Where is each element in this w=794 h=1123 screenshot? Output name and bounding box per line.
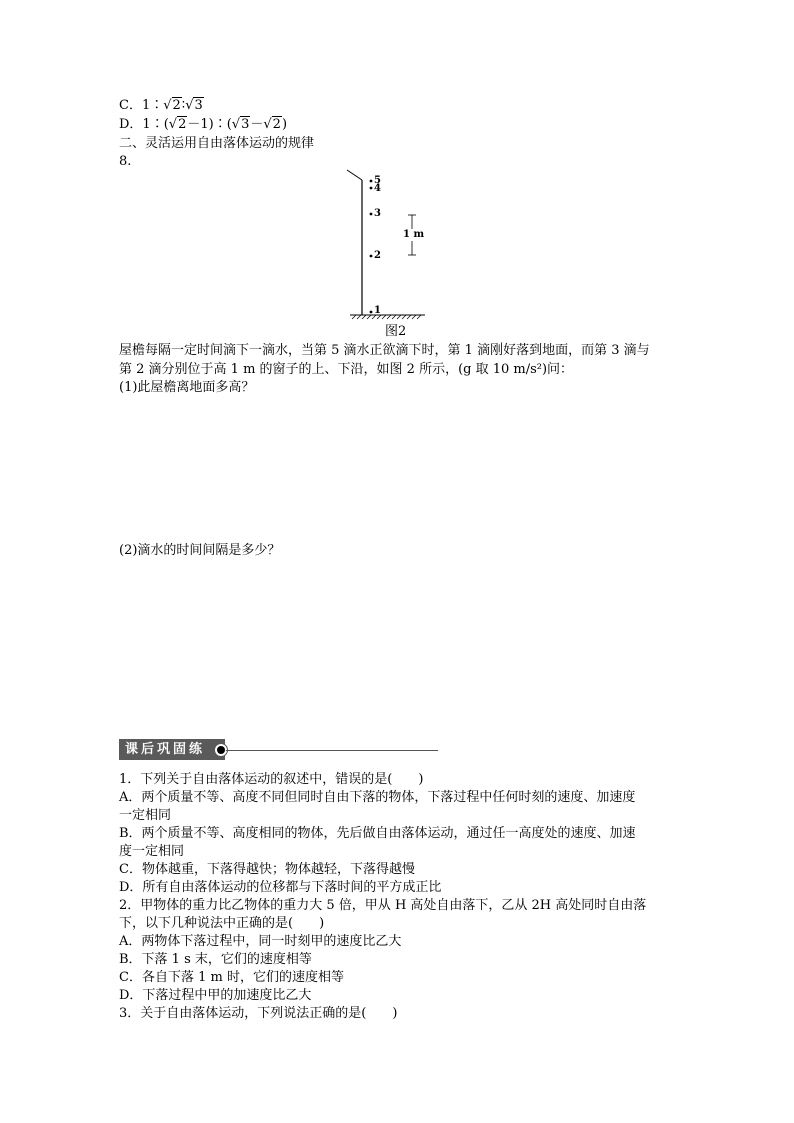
exercise-line: D．下落过程中甲的加速度比乙大 — [119, 988, 312, 1003]
drop-4 — [370, 187, 373, 190]
exercise-line: D．所有自由落体运动的位移都与下落时间的平方成正比 — [119, 880, 442, 895]
exercise-line: A．两个质量不等、高度不同但同时自由下落的物体，下落过程中任何时刻的速度、加速度 — [119, 790, 636, 805]
eave-line — [347, 170, 362, 180]
option-c: C．1∶√2∶√3 — [119, 98, 203, 113]
q8-text-line-1: 屋檐每隔一定时间滴下一滴水，当第 5 滴水正欲滴下时，第 1 滴刚好落到地面，而第 3 滴与 — [119, 343, 650, 358]
exercise-line: 下，以下几种说法中正确的是( ) — [119, 916, 325, 931]
banner-rule — [226, 750, 438, 751]
question-number: 8. — [119, 154, 132, 169]
window-height-label: 1 m — [403, 229, 425, 240]
exercise-line: 度一定相同 — [119, 844, 185, 859]
drop-label-4: 4 — [374, 183, 381, 194]
section-banner: 课后巩固练 — [119, 739, 225, 760]
exercise-line: C．物体越重，下落得越快；物体越轻，下落得越慢 — [119, 862, 415, 877]
exercise-line: A．两物体下落过程中，同一时刻甲的速度比乙大 — [119, 934, 402, 949]
exercise-line: C．各自下落 1 m 时，它们的速度相等 — [119, 970, 344, 985]
drop-2 — [370, 255, 373, 258]
exercise-line: B．两个质量不等、高度相同的物体，先后做自由落体运动，通过任一高度处的速度、加速 — [119, 826, 636, 841]
section-heading: 二、灵活运用自由落体运动的规律 — [119, 136, 315, 151]
exercise-line: 3．关于自由落体运动，下列说法正确的是( ) — [119, 1006, 398, 1021]
figure-caption: 图2 — [385, 324, 407, 339]
drop-label-5: 5 — [374, 175, 381, 186]
q8-text-line-2: 第 2 滴分别位于高 1 m 的窗子的上、下沿，如图 2 所示，(g 取 10 m/s²)问： — [119, 362, 574, 377]
drop-1 — [370, 311, 373, 314]
exercise-line: 一定相同 — [119, 808, 172, 823]
ground-hatch — [352, 315, 421, 319]
eave-figure — [340, 168, 450, 320]
exercise-line: 1．下列关于自由落体运动的叙述中，错误的是( ) — [119, 772, 424, 787]
drop-label-1: 1 — [374, 305, 381, 316]
exercise-line: 2．甲物体的重力比乙物体的重力大 5 倍，甲从 H 高处自由落下，乙从 2H 高处同时自由落 — [119, 898, 647, 913]
q8-sub-2: (2)滴水的时间间隔是多少？ — [119, 543, 281, 558]
drop-label-2: 2 — [374, 250, 381, 261]
q8-sub-1: (1)此屋檐离地面多高？ — [119, 380, 255, 395]
drop-5 — [370, 180, 373, 183]
drop-3 — [370, 213, 373, 216]
exercise-line: B．下落 1 s 末，它们的速度相等 — [119, 952, 312, 967]
drop-label-3: 3 — [374, 208, 381, 219]
option-d: D．1∶(√2－1)∶(√3－√2) — [119, 117, 288, 132]
